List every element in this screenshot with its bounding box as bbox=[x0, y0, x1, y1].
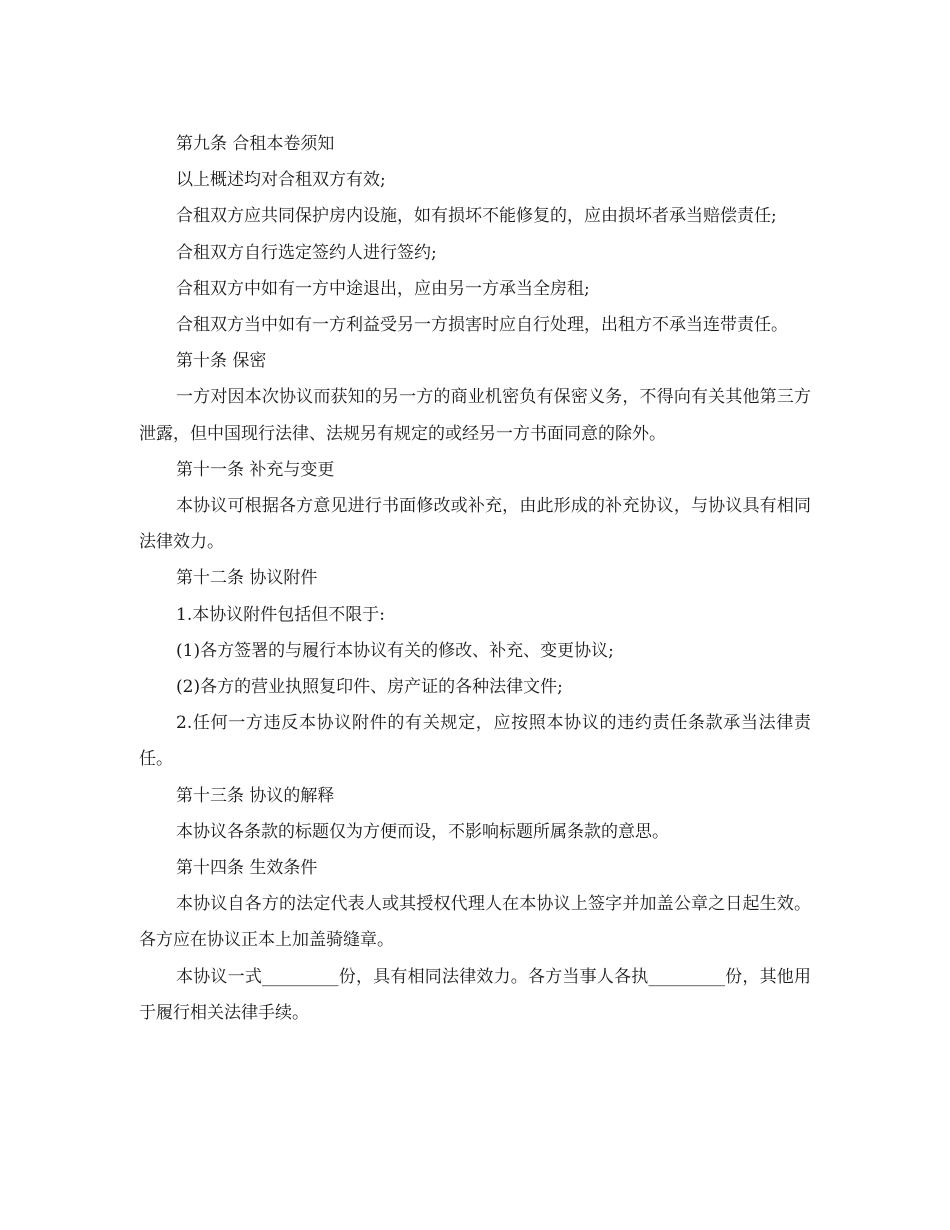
document-body bbox=[139, 126, 811, 1031]
paragraph: 本协议各条款的标题仅为方便而设，不影响标题所属条款的意思。 bbox=[176, 821, 669, 842]
paragraph: 合租双方当中如有一方利益受另一方损害时应自行处理，出租方不承当连带责任。 bbox=[176, 315, 788, 336]
paragraph: 以上概述均对合租双方有效; bbox=[176, 170, 386, 191]
list-item: 1.本协议附件包括但不限于: bbox=[176, 604, 385, 625]
paragraph: 合租双方中如有一方中途退出，应由另一方承当全房租; bbox=[176, 278, 590, 299]
article-14-heading: 第十四条 生效条件 bbox=[176, 858, 318, 879]
paragraph: 合租双方应共同保护房内设施，如有损坏不能修复的，应由损坏者承当赔偿责任; bbox=[176, 206, 777, 227]
paragraph: 一方对因本次协议而获知的另一方的商业机密负有保密义务，不得向有关其他第三方泄露，但中国现行法律、法规另有规定的或经另一方书面同意的除外。 bbox=[139, 387, 811, 444]
article-13-heading: 第十三条 协议的解释 bbox=[176, 785, 335, 806]
list-item: (2)各方的营业执照复印件、房产证的各种法律文件; bbox=[176, 677, 563, 698]
paragraph: 合租双方自行选定签约人进行签约; bbox=[176, 242, 437, 263]
article-9-heading: 第九条 合租本卷须知 bbox=[176, 134, 335, 154]
article-10-heading: 第十条 保密 bbox=[176, 351, 267, 372]
list-item: 2.任何一方违反本协议附件的有关规定，应按照本协议的违约责任条款承当法律责任。 bbox=[139, 713, 811, 770]
paragraph: 本协议可根据各方意见进行书面修改或补充，由此形成的补充协议，与协议具有相同法律效力。 bbox=[139, 496, 811, 553]
list-item: (1)各方签署的与履行本协议有关的修改、补充、变更协议; bbox=[176, 640, 614, 661]
paragraph: 本协议自各方的法定代表人或其授权代理人在本协议上签字并加盖公章之日起生效。各方应在协议正本上加盖骑缝章。 bbox=[139, 894, 811, 951]
article-12-heading: 第十二条 协议附件 bbox=[176, 568, 318, 589]
paragraph: 本协议一式_________份，具有相同法律效力。各方当事人各执_________份，其他用于履行相关法律手续。 bbox=[139, 966, 811, 1023]
article-11-heading: 第十一条 补充与变更 bbox=[176, 459, 335, 480]
